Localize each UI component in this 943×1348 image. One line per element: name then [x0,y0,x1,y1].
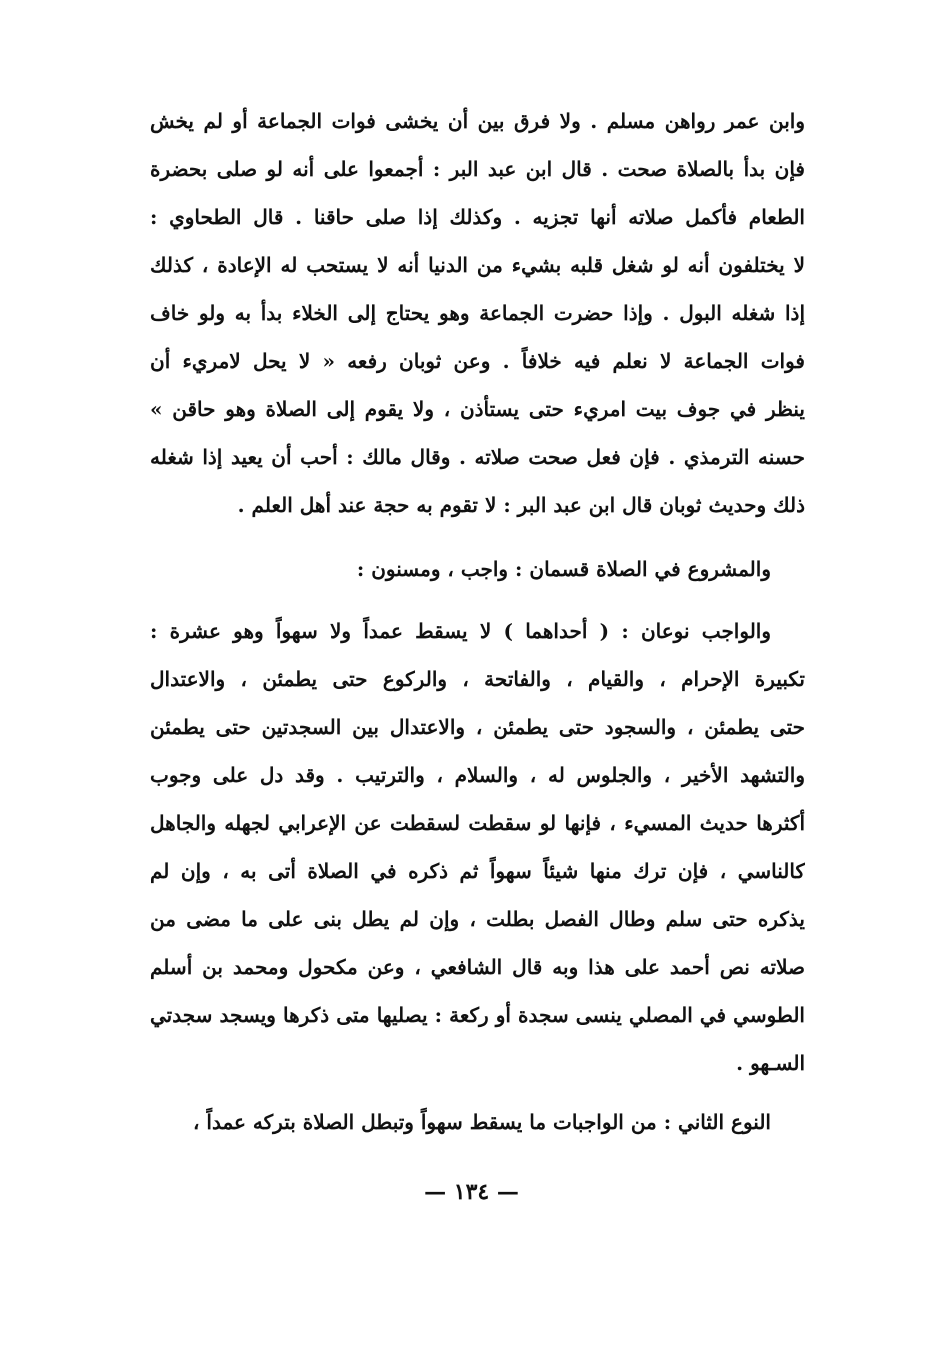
text-line: والمشروع في الصلاة قسمان : واجب ، ومسنون : [356,557,771,581]
paragraph-2 [150,545,805,593]
text-line: لا يختلفون أنه لو شغل قلبه بشيء من الدنيا أنه لا يستحب له الإعادة ، كذلك [150,253,805,277]
text-line: أكثرها حديث المسيء ، فإنها لو سقطت لسقطت عن الإعرابي لجهله والجاهل [150,811,805,835]
text-line: ينظر في جوف بيت امريء حتى يستأذن ، ولا يقوم إلى الصلاة وهو حاقن » [150,397,805,421]
text-line: والتشهد الأخير ، والجلوس له ، والسلام ، والترتيب . وقد دل على وجوب [150,763,805,787]
paragraph-1 [150,97,805,529]
text-line: فإن بدأ بالصلاة صحت . قال ابن عبد البر : أجمعوا على أنه لو صلى بحضرة [150,157,805,181]
text-line: ذلك وحديث ثوبان قال ابن عبد البر : لا تقوم به حجة عند أهل العلم . [237,493,805,517]
text-line: صلاته نص أحمد على هذا وبه قال الشافعي ، وعن مكحول ومحمد بن أسلم [150,955,805,979]
text-line: الطعام فأكمل صلاته أنها تجزيه . وكذلك إذا صلى حاقنا . قال الطحاوي : [150,205,805,229]
text-line: تكبيرة الإحرام ، والقيام ، والفاتحة ، والركوع حتى يطمئن ، والاعتدال [150,667,805,691]
text-line: والواجب نوعان : ( أحداهما ) لا يسقط عمداً ولا سهواً وهو عشرة : [150,619,771,643]
text-line: السـهو . [736,1051,805,1075]
paragraph-4 [150,1098,805,1146]
text-line: فوات الجماعة لا نعلم فيه خلافاً . وعن ثوبان رفعه « لا يحل لامريء أن [150,349,805,373]
text-line: حسنه الترمذي . فإن فعل صحت صلاته . وقال مالك : أحب أن يعيد إذا شغله [150,445,805,469]
text-line: إذا شغله البول . وإذا حضرت الجماعة وهو يحتاج إلى الخلاء بدأ به ولو خاف [150,301,805,325]
text-line: حتى يطمئن ، والسجود حتى يطمئن ، والاعتدال بين السجدتين حتى يطمئن [150,715,805,739]
text-line: النوع الثاني : من الواجبات ما يسقط سهواً وتبطل الصلاة بتركه عمداً ، [193,1110,771,1134]
page-number: — ١٣٤ — [424,1179,519,1205]
text-line: وابن عمر رواهن مسلم . ولا فرق بين أن يخشى فوات الجماعة أو لم يخش [150,109,805,133]
text-line: كالناسي ، فإن ترك منها شيئاً سهواً ثم ذكره في الصلاة أتى به ، وإن لم [150,859,805,883]
text-line: الطوسي في المصلي ينسى سجدة أو ركعة : يصليها متى ذكرها ويسجد سجدتي [150,1003,805,1027]
text-line: يذكره حتى سلم وطال الفصل بطلت ، وإن لم يطل بنى على ما مضى من [150,907,805,931]
paragraph-3 [150,607,805,1087]
